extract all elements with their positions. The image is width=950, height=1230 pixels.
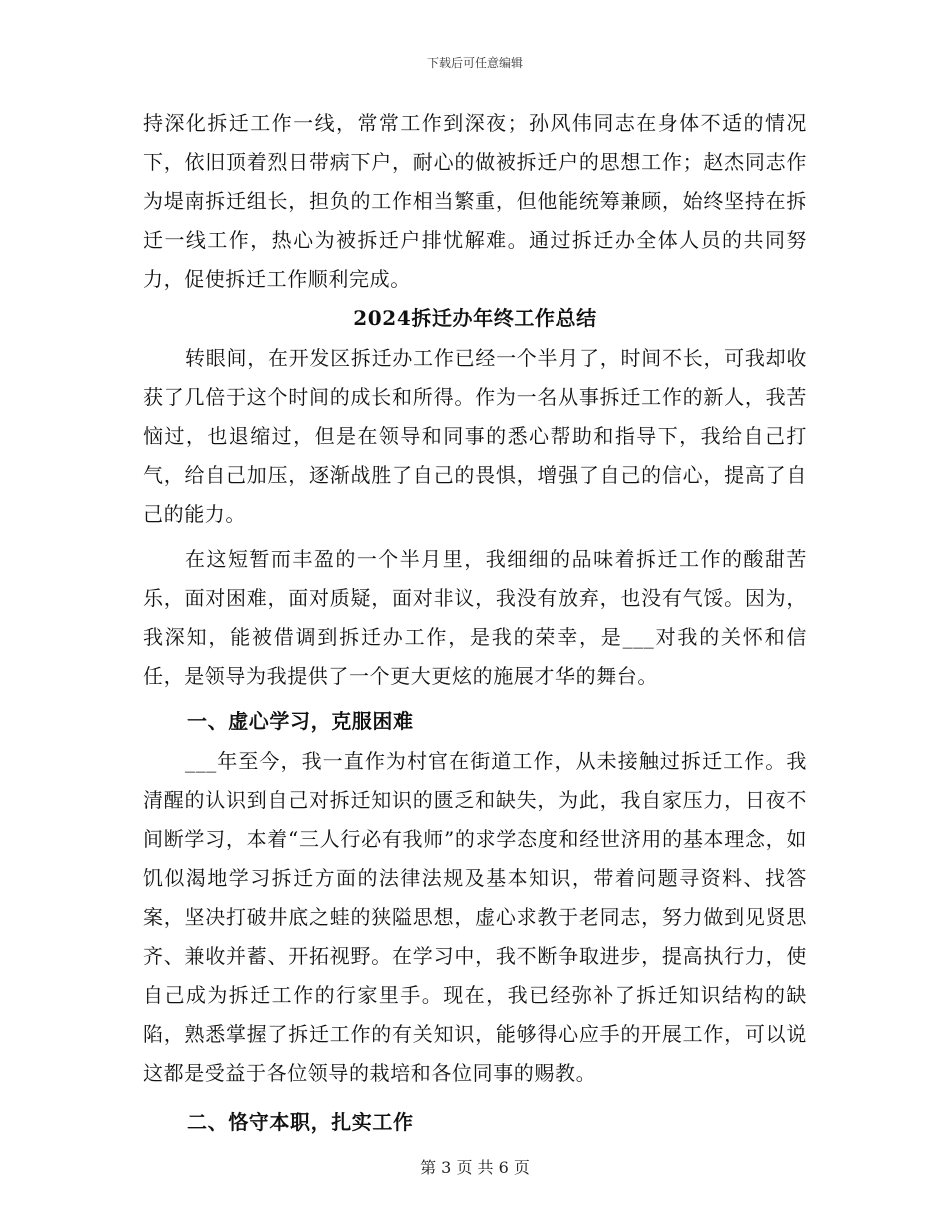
page-number-footer: 第 3 页 共 6 页 <box>420 1158 530 1177</box>
section-1-heading: 一、虚心学习，克服困难 <box>187 709 414 734</box>
document-title: 2024拆迁办年终工作总结 <box>353 306 597 331</box>
continued-paragraph: 持深化拆迁工作一线，常常工作到深夜；孙风伟同志在身体不适的情况下，依旧顶着烈日带病下户，耐心的做被拆迁户的思想工作；赵杰同志作为堤南拆迁组长，担负的工作相当繁重，但他能统筹兼顾，始终坚持在拆迁一线工作，热心为被拆迁户排忧解难。通过拆迁办全体人员的共同努力，促使拆迁工作顺利完成。 <box>143 111 807 292</box>
page-header-note: 下载后可任意编辑 <box>426 56 523 70</box>
intro-paragraph-1: 转眼间，在开发区拆迁办工作已经一个半月了，时间不长，可我却收获了几倍于这个时间的成长和所得。作为一名从事拆迁工作的新人，我苦恼过，也退缩过，但是在领导和同事的悉心帮助和指导下，我给自己打气，给自己加压，逐渐战胜了自己的畏惧，增强了自己的信心，提高了自己的能力。 <box>143 345 807 526</box>
section-1-paragraph: ___年至今，我一直作为村官在街道工作，从未接触过拆迁工作。我清醒的认识到自己对拆迁知识的匮乏和缺失，为此，我自家压力，日夜不间断学习，本着“三人行必有我师”的求学态度和经世济用的基本理念，如饥似渴地学习拆迁方面的法律法规及基本知识，带着问题寻资料、找答案，坚决打破井底之蛙的狭隘思想，虚心求教于老同志，努力做到见贤思齐、兼收并蓄、开拓视野。在学习中，我不断争取进步，提高执行力，使自己成为拆迁工作的行家里手。现在，我已经弥补了拆迁知识结构的缺陷，熟悉掌握了拆迁工作的有关知识，能够得心应手的开展工作，可以说这都是受益于各位领导的栽培和各位同事的赐教。 <box>143 748 807 1086</box>
document-body <box>143 104 807 1142</box>
intro-paragraph-2: 在这短暂而丰盈的一个半月里，我细细的品味着拆迁工作的酸甜苦乐，面对困难，面对质疑，面对非议，我没有放弃，也没有气馁。因为，我深知，能被借调到拆迁办工作，是我的荣幸，是___对我的关怀和信任，是领导为我提供了一个更大更炫的施展才华的舞台。 <box>143 547 807 689</box>
section-2-heading: 二、恪守本职，扎实工作 <box>187 1110 414 1135</box>
